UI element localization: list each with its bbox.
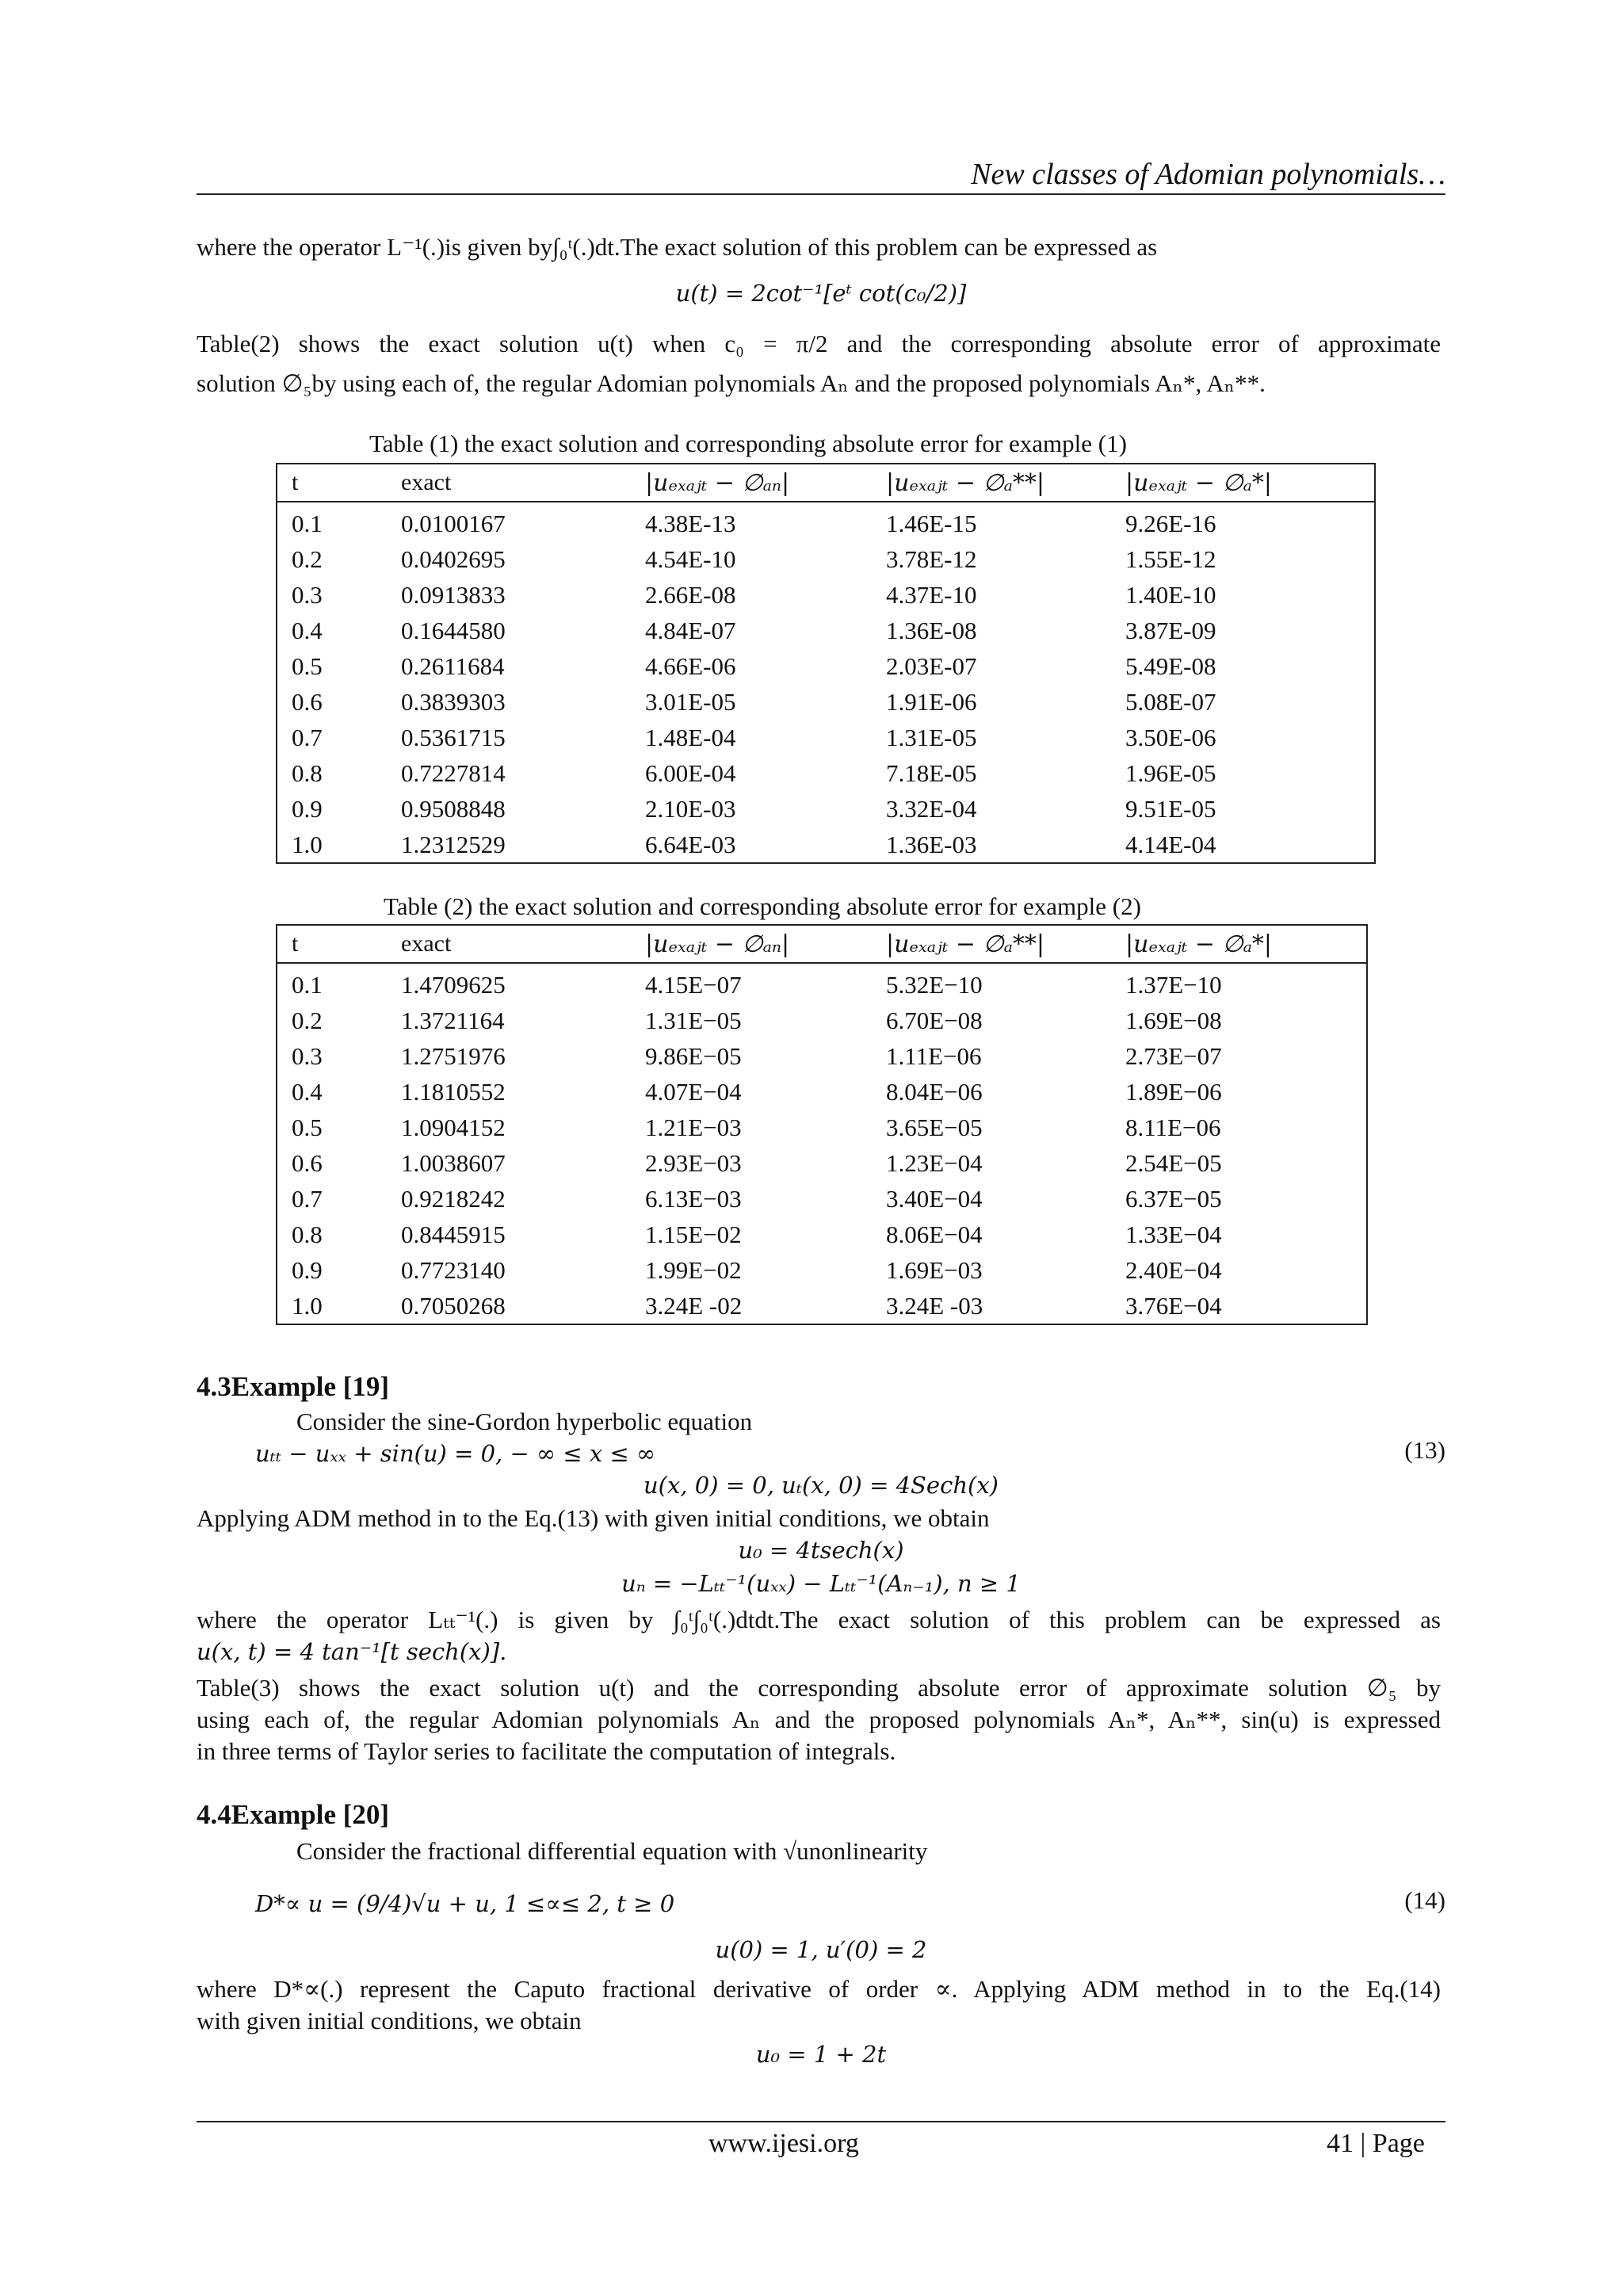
table-row (277, 963, 1367, 1003)
table-row (277, 827, 1375, 863)
table-cell: 1.55E-12 (1125, 544, 1216, 573)
equation-13-initial-conditions: u(x, 0) = 0, uₜ(x, 0) = 4Sech(x) (643, 1472, 999, 1499)
table-cell: 2.66E-08 (645, 580, 736, 609)
table-cell: 3.50E-06 (1125, 723, 1216, 751)
table-cell: 1.36E-03 (886, 830, 977, 858)
table-row (277, 541, 1375, 577)
table2-header-row (277, 925, 1367, 963)
table-cell: 2.73E−07 (1125, 1041, 1222, 1070)
table2-caption: Table (2) the exact solution and corresponding absolute error for example (2) (384, 892, 1141, 920)
table-row (277, 502, 1375, 541)
table-row (277, 613, 1375, 648)
table-row (277, 684, 1375, 720)
table-cell: 6.70E−08 (886, 1006, 983, 1034)
table-cell: 1.48E-04 (645, 723, 736, 751)
table-cell: 0.9508848 (401, 794, 506, 823)
running-header: New classes of Adomian polynomials… (971, 158, 1445, 191)
table-cell: 2.54E−05 (1125, 1148, 1222, 1177)
table-row (277, 1288, 1367, 1324)
table-cell: 1.40E-10 (1125, 580, 1216, 609)
table-cell: 1.89E−06 (1125, 1077, 1222, 1106)
table-cell: 1.69E−03 (886, 1255, 983, 1284)
footer-rule (197, 2121, 1445, 2122)
table-cell: 3.78E-12 (886, 544, 977, 573)
section-4-3-paragraph-line2: using each of, the regular Adomian polynomials Aₙ and the proposed polynomials Aₙ*, Aₙ**, sin(u) is expressed (197, 1706, 1441, 1733)
table-cell: 0.0100167 (401, 509, 506, 537)
table-cell: 0.7 (292, 1184, 323, 1213)
table1-col-err-a2star: |uₑₓₐⱼₜ − ∅ₐ**| (872, 464, 1111, 502)
table-cell: 0.1 (292, 970, 323, 999)
table-cell: 2.03E-07 (886, 651, 977, 680)
intro-line: where the operator L⁻¹(.)is given by∫₀ᵗ(.)dt.The exact solution of this problem can be expressed as (197, 233, 1158, 261)
table1-caption: Table (1) the exact solution and corresponding absolute error for example (1) (369, 430, 1127, 457)
table-cell: 0.4 (292, 616, 323, 644)
table2-col-t: t (277, 925, 387, 963)
table-cell: 8.11E−06 (1125, 1113, 1221, 1141)
table-cell: 9.86E−05 (645, 1041, 742, 1070)
table-cell: 0.2 (292, 1006, 323, 1034)
table-cell: 8.04E−06 (886, 1077, 983, 1106)
table-cell: 1.96E-05 (1125, 758, 1216, 787)
intro-paragraph-line2: solution ∅₅by using each of, the regular Adomian polynomials Aₙ and the proposed polynomials Aₙ*, Aₙ**. (197, 369, 1266, 397)
section-4-4-heading: 4.4Example [20] (197, 1799, 390, 1830)
table-cell: 5.49E-08 (1125, 651, 1216, 680)
table-cell: 0.7227814 (401, 758, 506, 787)
table-row (277, 1252, 1367, 1288)
table-row (277, 1181, 1367, 1217)
table-cell: 6.37E−05 (1125, 1184, 1222, 1213)
footer-site: www.ijesi.org (708, 2129, 859, 2158)
table-row (277, 1003, 1367, 1038)
intro-paragraph-line1: Table(2) shows the exact solution u(t) when c₀ = π/2 and the corresponding absolute error of approximate (197, 330, 1441, 357)
section-4-3-paragraph-line3: in three terms of Taylor series to facilitate the computation of integrals. (197, 1737, 896, 1765)
table-cell: 3.32E-04 (886, 794, 977, 823)
table-cell: 0.9 (292, 794, 323, 823)
table-cell: 1.91E-06 (886, 687, 977, 716)
table-cell: 3.24E -02 (645, 1291, 743, 1320)
section-4-4-intro: Consider the fractional differential equation with √unonlinearity (296, 1837, 928, 1865)
table2-col-err-an: |uₑₓₐⱼₜ − ∅ₐₙ| (631, 925, 872, 963)
table-cell: 1.0904152 (401, 1113, 506, 1141)
equation-u0-4-4: u₀ = 1 + 2t (755, 2041, 887, 2068)
table-cell: 1.46E-15 (886, 509, 977, 537)
table-cell: 1.31E-05 (886, 723, 977, 751)
table-cell: 1.2312529 (401, 830, 506, 858)
table-row (277, 1145, 1367, 1181)
table1 (276, 463, 1376, 864)
table-cell: 1.3721164 (401, 1006, 505, 1034)
table-cell: 0.9218242 (401, 1184, 506, 1213)
table-cell: 1.0 (292, 1291, 323, 1320)
table-cell: 9.51E-05 (1125, 794, 1216, 823)
section-4-3-applying: Applying ADM method in to the Eq.(13) with given initial conditions, we obtain (197, 1504, 990, 1532)
table-cell: 4.66E-06 (645, 651, 736, 680)
table-cell: 2.10E-03 (645, 794, 736, 823)
table1-col-exact: exact (387, 464, 631, 502)
table-cell: 1.15E−02 (645, 1220, 742, 1248)
table-cell: 0.0402695 (401, 544, 506, 573)
table-cell: 4.84E-07 (645, 616, 736, 644)
table-cell: 0.7050268 (401, 1291, 506, 1320)
table-cell: 0.5 (292, 651, 323, 680)
equation-14-number: (14) (1404, 1886, 1445, 1914)
table-cell: 5.08E-07 (1125, 687, 1216, 716)
table-cell: 3.01E-05 (645, 687, 736, 716)
footer-page-number: 41 | Page (1327, 2129, 1425, 2158)
table-cell: 4.14E-04 (1125, 830, 1216, 858)
table2-col-err-astar: |uₑₓₐⱼₜ − ∅ₐ*| (1111, 925, 1367, 963)
table1-col-err-an: |uₑₓₐⱼₜ − ∅ₐₙ| (631, 464, 872, 502)
table-cell: 1.0 (292, 830, 323, 858)
table-cell: 4.07E−04 (645, 1077, 742, 1106)
table-row (277, 577, 1375, 613)
table-cell: 8.06E−04 (886, 1220, 983, 1248)
table-cell: 9.26E-16 (1125, 509, 1216, 537)
table-row (277, 720, 1375, 755)
table-cell: 0.4 (292, 1077, 323, 1106)
table-cell: 0.1 (292, 509, 323, 537)
table-cell: 1.2751976 (401, 1041, 506, 1070)
table-cell: 0.5 (292, 1113, 323, 1141)
table-cell: 1.69E−08 (1125, 1006, 1222, 1034)
table-cell: 1.11E−06 (886, 1041, 982, 1070)
table2-col-err-a2star: |uₑₓₐⱼₜ − ∅ₐ**| (872, 925, 1111, 963)
table-cell: 0.5361715 (401, 723, 506, 751)
section-4-3-operator-line1: where the operator Lₜₜ⁻¹(.) is given by ∫₀ᵗ∫₀ᵗ(.)dtdt.The exact solution of this problem can be expressed as (197, 1606, 1441, 1633)
section-4-4-where-line2: with given initial conditions, we obtain (197, 2007, 582, 2034)
table-cell: 6.64E-03 (645, 830, 736, 858)
table-cell: 1.37E−10 (1125, 970, 1222, 999)
table-cell: 1.36E-08 (886, 616, 977, 644)
table-cell: 1.21E−03 (645, 1113, 742, 1141)
section-4-3-operator-line2: u(x, t) = 4 tan⁻¹[t sech(x)]. (197, 1638, 507, 1665)
table-cell: 4.15E−07 (645, 970, 742, 999)
table-cell: 1.31E−05 (645, 1006, 742, 1034)
table-cell: 0.0913833 (401, 580, 506, 609)
section-4-3-heading: 4.3Example [19] (197, 1371, 390, 1402)
table-cell: 0.9 (292, 1255, 323, 1284)
table-cell: 0.1644580 (401, 616, 506, 644)
equation-13: uₜₜ − uₓₓ + sin(u) = 0, − ∞ ≤ x ≤ ∞ (255, 1440, 656, 1467)
table-cell: 5.32E−10 (886, 970, 983, 999)
table1-col-t: t (277, 464, 387, 502)
table-cell: 1.4709625 (401, 970, 506, 999)
table-cell: 0.6 (292, 687, 323, 716)
section-4-3-intro: Consider the sine-Gordon hyperbolic equation (296, 1408, 753, 1435)
table-cell: 3.40E−04 (886, 1184, 983, 1213)
table-row (277, 1074, 1367, 1110)
table-cell: 3.65E−05 (886, 1113, 983, 1141)
table-row (277, 1110, 1367, 1145)
table-row (277, 648, 1375, 684)
table-cell: 3.24E -03 (886, 1291, 983, 1320)
table1-col-err-astar: |uₑₓₐⱼₜ − ∅ₐ*| (1111, 464, 1375, 502)
section-4-4-where-line1: where D*∝(.) represent the Caputo fractional derivative of order ∝. Applying ADM method in to the Eq.(14) (197, 1975, 1441, 2003)
table1-header-row (277, 464, 1375, 502)
table-cell: 3.87E-09 (1125, 616, 1216, 644)
table-cell: 4.54E-10 (645, 544, 736, 573)
exact-solution-equation: u(t) = 2cot⁻¹[eᵗ cot(c₀/2)] (675, 280, 967, 307)
table-cell: 1.1810552 (401, 1077, 506, 1106)
table-cell: 0.3 (292, 1041, 323, 1070)
table-row (277, 1217, 1367, 1252)
table-cell: 0.2 (292, 544, 323, 573)
equation-14: D*∝ u = (9/4)√u + u, 1 ≤∝≤ 2, t ≥ 0 (255, 1890, 675, 1917)
header-rule (197, 193, 1445, 195)
table-cell: 0.6 (292, 1148, 323, 1177)
equation-14-initial-conditions: u(0) = 1, u′(0) = 2 (715, 1936, 927, 1963)
table-row (277, 791, 1375, 827)
table-cell: 2.93E−03 (645, 1148, 742, 1177)
table-cell: 0.8 (292, 758, 323, 787)
table-cell: 0.7 (292, 723, 323, 751)
table-cell: 0.8 (292, 1220, 323, 1248)
table-cell: 0.2611684 (401, 651, 505, 680)
table-cell: 0.3 (292, 580, 323, 609)
table-row (277, 755, 1375, 791)
table2-col-exact: exact (387, 925, 631, 963)
table-cell: 1.33E−04 (1125, 1220, 1222, 1248)
equation-13-number: (13) (1404, 1436, 1445, 1464)
table-cell: 4.37E-10 (886, 580, 977, 609)
table-cell: 1.0038607 (401, 1148, 506, 1177)
table-cell: 6.13E−03 (645, 1184, 742, 1213)
table-row (277, 1038, 1367, 1074)
table-cell: 4.38E-13 (645, 509, 736, 537)
table-cell: 2.40E−04 (1125, 1255, 1222, 1284)
equation-u0-4-3: u₀ = 4tsech(x) (738, 1537, 904, 1564)
table-cell: 1.99E−02 (645, 1255, 742, 1284)
table-cell: 7.18E-05 (886, 758, 977, 787)
table-cell: 0.7723140 (401, 1255, 506, 1284)
table-cell: 0.3839303 (401, 687, 506, 716)
equation-un-4-3: uₙ = −Lₜₜ⁻¹(uₓₓ) − Lₜₜ⁻¹(Aₙ₋₁), n ≥ 1 (621, 1570, 1021, 1597)
table2 (276, 924, 1368, 1325)
table-cell: 3.76E−04 (1125, 1291, 1222, 1320)
table-cell: 1.23E−04 (886, 1148, 983, 1177)
table-cell: 6.00E-04 (645, 758, 736, 787)
table-cell: 0.8445915 (401, 1220, 506, 1248)
section-4-3-paragraph-line1: Table(3) shows the exact solution u(t) and the corresponding absolute error of approximate solution ∅₅ by (197, 1674, 1441, 1702)
